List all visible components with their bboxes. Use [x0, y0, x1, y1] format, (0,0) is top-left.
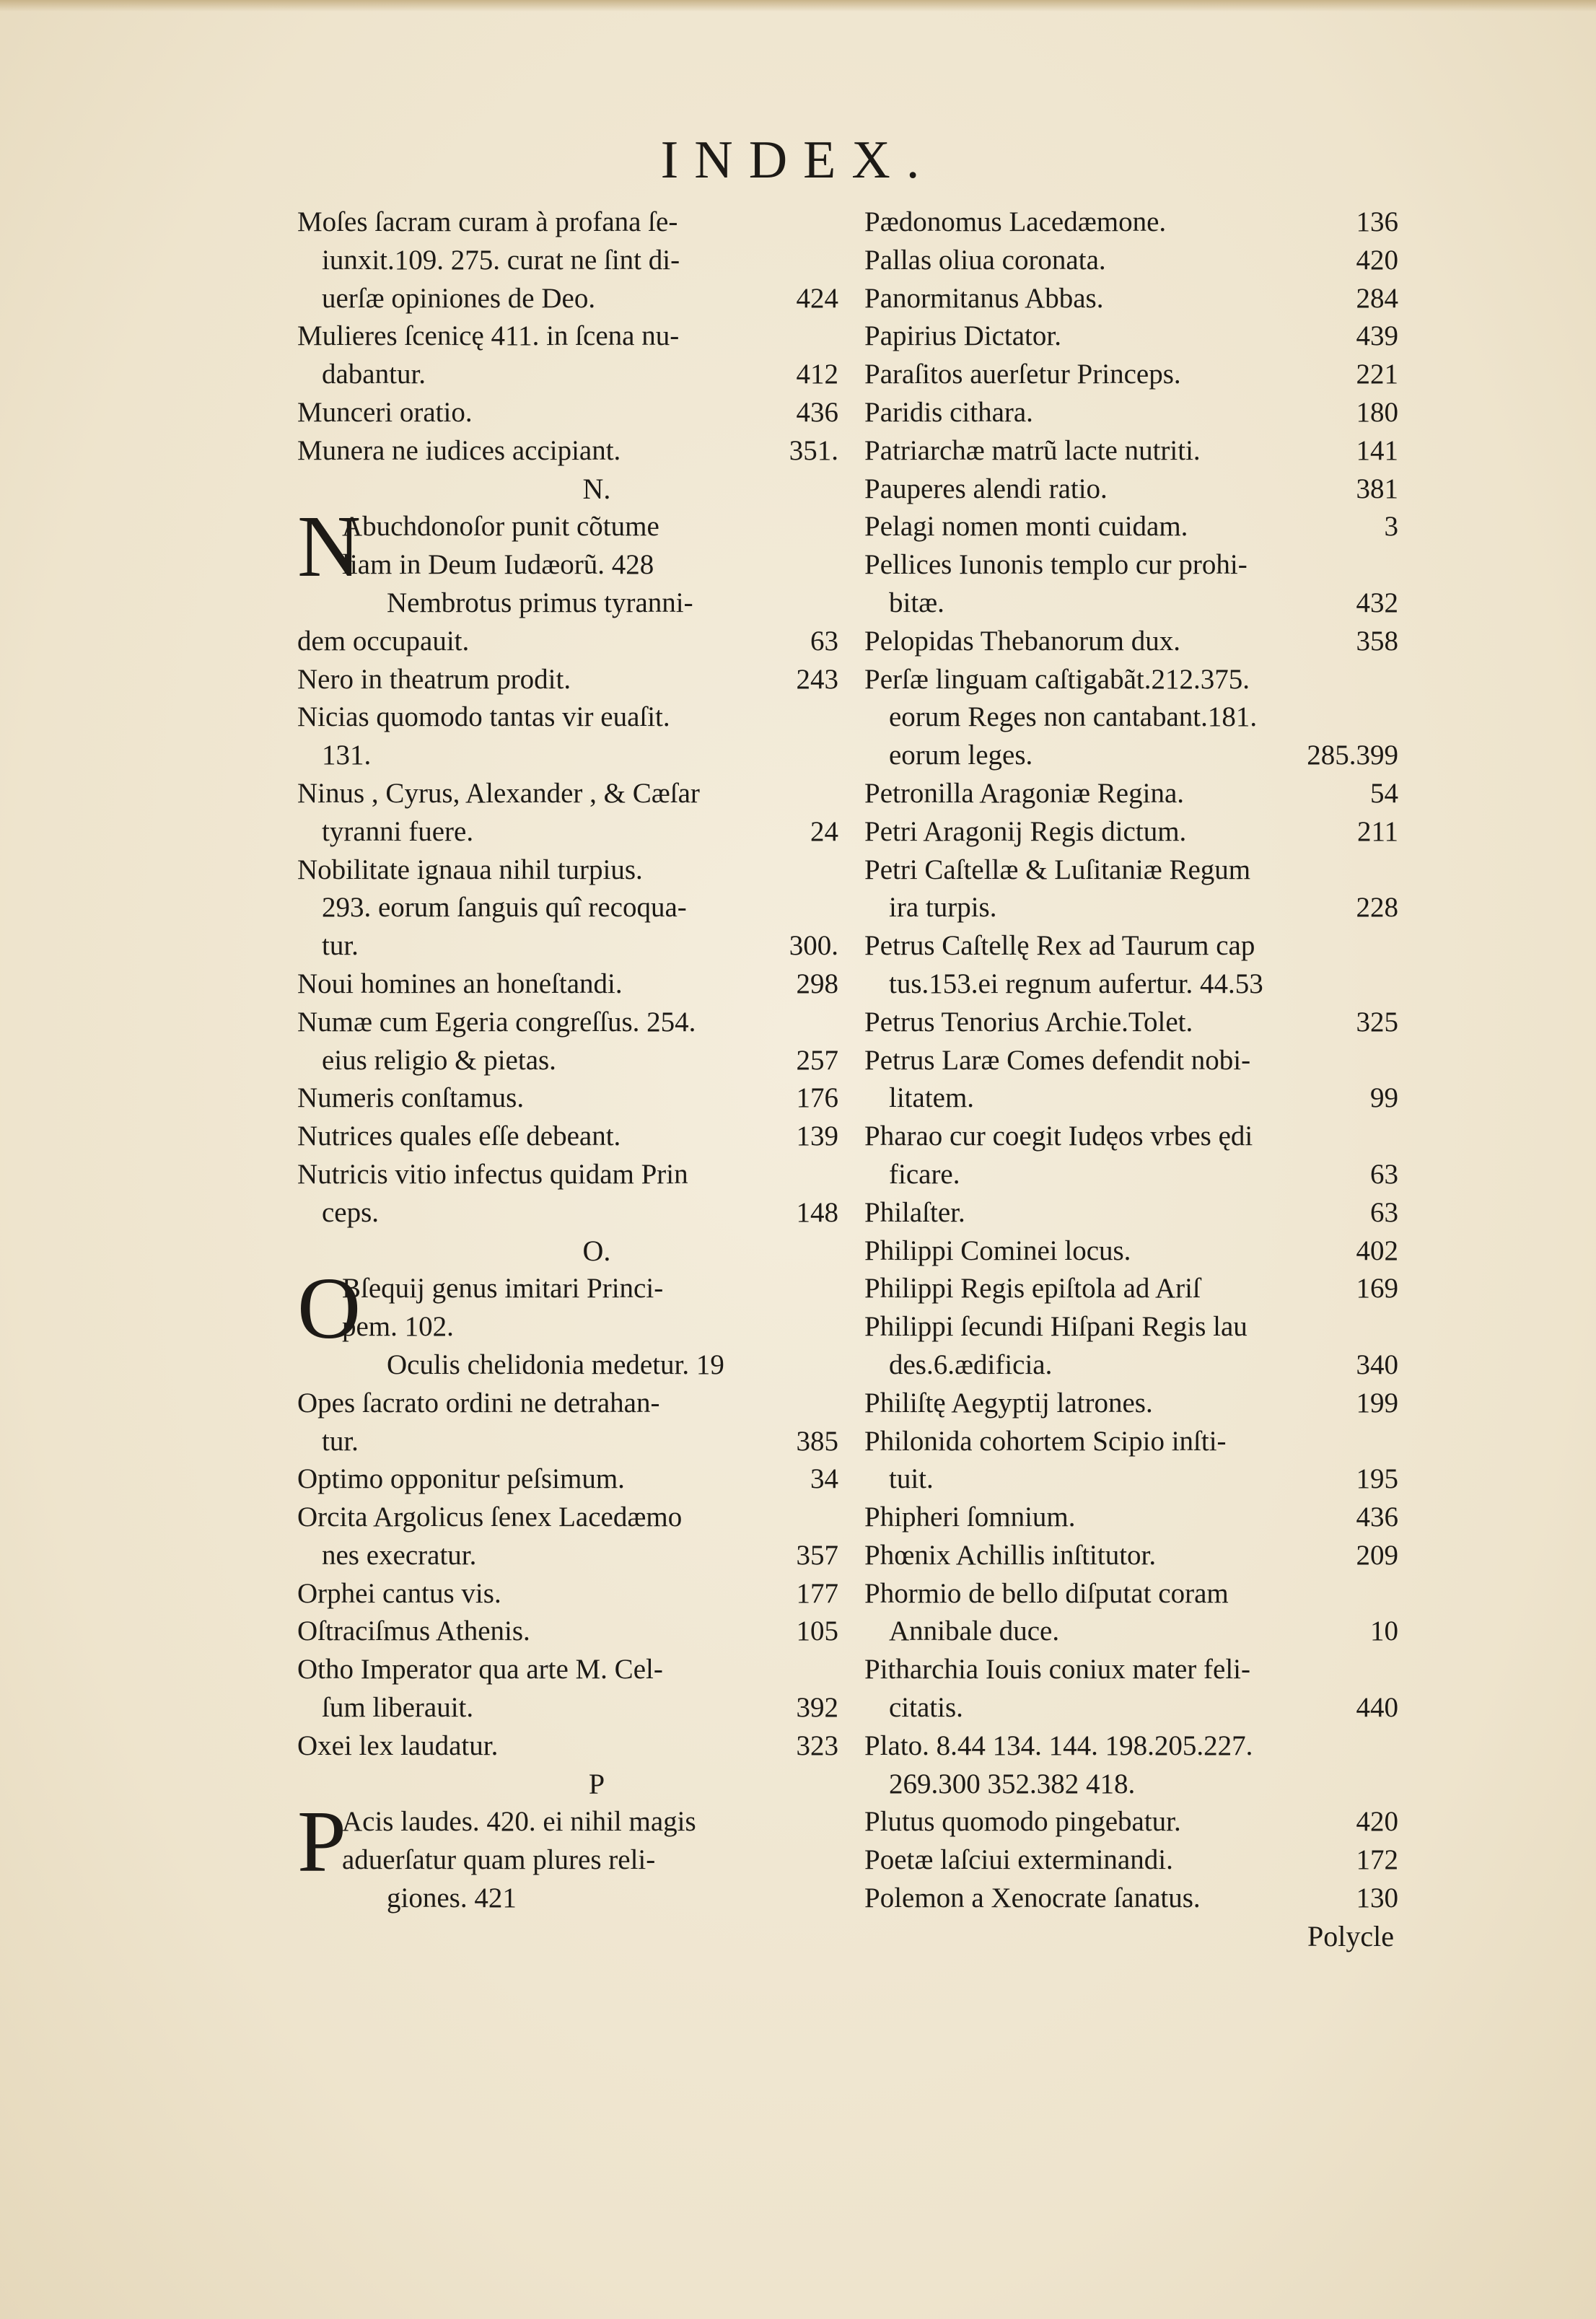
- entry-line: Oxei lex laudatur.: [297, 1730, 499, 1761]
- entry-line: nes execratur.: [322, 1539, 477, 1571]
- page-number: 392: [796, 1692, 838, 1724]
- entry-line: tuit.: [889, 1463, 934, 1495]
- entry-line: Numæ cum Egeria congreſſus. 254.: [297, 1006, 696, 1038]
- entry-line: Philippi Cominei locus.: [864, 1235, 1131, 1266]
- page-title: INDEX.: [660, 131, 936, 190]
- index-entry: [864, 546, 1398, 623]
- index-entry-drop-cap: [297, 1260, 838, 1384]
- entry-line: Pellices Iunonis templo cur prohi-: [864, 549, 1248, 581]
- index-entry: [297, 1385, 838, 1461]
- index-entry: [297, 203, 838, 317]
- page-number: 54: [1370, 777, 1398, 809]
- index-entry: [864, 470, 1398, 509]
- entry-line: dabantur.: [322, 359, 426, 390]
- drop-cap-initial: P: [297, 1793, 346, 1891]
- entry-line: citatis.: [889, 1692, 963, 1724]
- page-number: 228: [1356, 892, 1398, 924]
- entry-line: eius religio & pietas.: [322, 1044, 556, 1076]
- entry-line: Phœnix Achillis inſtitutor.: [864, 1539, 1157, 1571]
- page-number: 285.399: [1307, 740, 1398, 771]
- entry-line: Otho Imperator qua arte M. Cel-: [297, 1654, 663, 1685]
- index-entry: [297, 1613, 838, 1651]
- entry-line: Mulieres ſcenicę 411. in ſcena nu-: [297, 320, 680, 352]
- index-entry: [864, 432, 1398, 470]
- entry-line: Philiſtę Aegyptij latrones.: [864, 1387, 1153, 1419]
- page-number: 420: [1356, 1806, 1398, 1838]
- page-number: 148: [796, 1196, 838, 1228]
- entry-line: des.6.ædificia.: [889, 1349, 1053, 1380]
- page-number: 243: [796, 663, 838, 695]
- index-column-left: [297, 203, 838, 1918]
- index-entry: [864, 317, 1398, 356]
- index-entry: [864, 1232, 1398, 1271]
- page-number: 169: [1356, 1273, 1398, 1305]
- index-entry: [297, 1575, 838, 1613]
- entry-line: Pelagi nomen monti cuidam.: [864, 511, 1188, 543]
- index-entry: [297, 1079, 838, 1118]
- entry-line: Pelopidas Thebanorum dux.: [864, 625, 1180, 657]
- entry-line: ſum liberauit.: [322, 1692, 474, 1724]
- page-number: 105: [796, 1616, 838, 1647]
- page-number: 139: [796, 1121, 838, 1152]
- page-number: 63: [810, 625, 838, 657]
- page-number: 357: [796, 1539, 838, 1571]
- index-entry: [864, 1270, 1398, 1308]
- index-entry: [864, 1803, 1398, 1841]
- entry-line: Petrus Caſtellę Rex ad Taurum cap: [864, 930, 1255, 962]
- entry-line: Petri Caſtellæ & Luſitaniæ Regum: [864, 854, 1251, 885]
- entry-line: Paraſitos auerſetur Princeps.: [864, 359, 1181, 390]
- index-entry: [297, 432, 838, 470]
- index-entry: [864, 1575, 1398, 1652]
- index-entry: [297, 1460, 838, 1499]
- index-entry-drop-cap: [297, 1793, 838, 1917]
- entry-line: tus.153.ei regnum aufertur. 44.53: [889, 968, 1263, 999]
- index-entry: [864, 1194, 1398, 1232]
- entry-line: Nembrotus primus tyranni-: [387, 587, 693, 618]
- page-number: 412: [796, 359, 838, 390]
- entry-line: Orcita Argolicus ſenex Lacedæmo: [297, 1502, 683, 1533]
- page-number: 340: [1356, 1349, 1398, 1380]
- section-letter: N.: [582, 472, 611, 505]
- drop-cap-initial: O: [297, 1260, 361, 1358]
- index-entry: [864, 242, 1398, 280]
- index-entry: [864, 1423, 1398, 1499]
- page-number: 358: [1356, 625, 1398, 657]
- index-entry: [864, 1118, 1398, 1194]
- entry-line: Nutrices quales eſſe debeant.: [297, 1121, 621, 1152]
- entry-body: [297, 1793, 838, 1917]
- entry-line: litatem.: [889, 1082, 975, 1114]
- page-number: 211: [1356, 815, 1398, 847]
- page-number: 385: [796, 1425, 838, 1457]
- entry-line: Philaſter.: [864, 1196, 965, 1228]
- page-number: 439: [1356, 320, 1398, 352]
- index-entry: [864, 1004, 1398, 1042]
- index-entry: [864, 280, 1398, 318]
- index-entry: [864, 1880, 1398, 1918]
- entry-line: Philippi ſecundi Hiſpani Regis lau: [864, 1311, 1248, 1343]
- entry-line: Nero in theatrum prodit.: [297, 663, 571, 695]
- entry-line: iunxit.109. 275. curat ne ſint di-: [322, 244, 680, 276]
- page-number: 381: [1356, 473, 1398, 504]
- page-number: 300.: [789, 930, 838, 962]
- index-entry: [864, 1308, 1398, 1385]
- entry-line: 269.300 352.382 418.: [889, 1768, 1136, 1799]
- page-number: 436: [1356, 1502, 1398, 1533]
- page-number: 440: [1356, 1692, 1398, 1724]
- index-entry: [297, 1118, 838, 1156]
- index-entry: [864, 1727, 1398, 1804]
- page-number: 325: [1356, 1006, 1398, 1038]
- entry-line: Munera ne iudices accipiant.: [297, 434, 621, 466]
- entry-line: giones. 421: [387, 1882, 517, 1914]
- index-entry: [864, 623, 1398, 661]
- entry-line: Petri Aragonij Regis dictum.: [864, 815, 1187, 847]
- page-number: 3: [1384, 511, 1398, 543]
- entry-line: Paridis cithara.: [864, 396, 1033, 428]
- entry-line: ira turpis.: [889, 892, 997, 924]
- entry-line: eorum Reges non cantabant.181.: [889, 701, 1258, 733]
- page-number: 402: [1356, 1235, 1398, 1266]
- entry-line: Pharao cur coegit Iudęos vrbes ędi: [864, 1121, 1253, 1152]
- index-entry: [864, 356, 1398, 394]
- page-number: 34: [810, 1463, 838, 1495]
- index-entry: [864, 927, 1398, 1004]
- index-entry: [297, 851, 838, 965]
- index-entry: [864, 1841, 1398, 1880]
- entry-line: Philonida cohortem Scipio inſti-: [864, 1425, 1227, 1457]
- page-number: 172: [1356, 1844, 1398, 1876]
- entry-line: Numeris conſtamus.: [297, 1082, 525, 1114]
- entry-line: Noui homines an honeſtandi.: [297, 968, 623, 999]
- entry-line: Bſequij genus imitari Princi-: [342, 1273, 664, 1305]
- page-number: 63: [1370, 1158, 1398, 1190]
- page-number: 221: [1356, 359, 1398, 390]
- entry-line: ceps.: [322, 1196, 380, 1228]
- entry-line: Nutricis vitio infectus quidam Prin: [297, 1158, 688, 1190]
- index-entry: [297, 1651, 838, 1727]
- entry-body: [297, 1260, 838, 1384]
- index-entry: [864, 775, 1398, 813]
- index-entry: [864, 851, 1398, 928]
- entry-line: Abuchdonoſor punit cõtume: [342, 511, 659, 543]
- index-entry: [864, 1042, 1398, 1118]
- index-entry-drop-cap: [297, 498, 838, 622]
- entry-line: Panormitanus Abbas.: [864, 282, 1104, 314]
- index-entry: [297, 394, 838, 432]
- entry-line: dem occupauit.: [297, 625, 470, 657]
- index-entry: [297, 1727, 838, 1766]
- entry-line: Petrus Laræ Comes defendit nobi-: [864, 1044, 1251, 1076]
- index-entry: [297, 1499, 838, 1575]
- index-entry: [864, 813, 1398, 851]
- entry-line: Pallas oliua coronata.: [864, 244, 1106, 276]
- page-number: 199: [1356, 1387, 1398, 1419]
- section-letter: P: [588, 1767, 605, 1800]
- page-number: 136: [1356, 206, 1398, 237]
- page-number: 351.: [789, 434, 838, 466]
- drop-cap-initial: N: [297, 498, 361, 596]
- entry-line: Moſes ſacram curam à profana ſe-: [297, 206, 678, 237]
- page-number: 130: [1356, 1882, 1398, 1914]
- entry-line: Plato. 8.44 134. 144. 198.205.227.: [864, 1730, 1253, 1761]
- page-number: 176: [796, 1082, 838, 1114]
- entry-line: Orphei cantus vis.: [297, 1577, 501, 1609]
- index-entry: [297, 1156, 838, 1232]
- page-number: 323: [796, 1730, 838, 1761]
- entry-line: 293. eorum ſanguis quî recoqua-: [322, 892, 687, 924]
- page-number: 432: [1356, 587, 1398, 618]
- index-entry: [864, 1499, 1398, 1537]
- index-column-right: [864, 203, 1398, 1918]
- entry-line: Phipheri ſomnium.: [864, 1502, 1076, 1533]
- page-number: 195: [1356, 1463, 1398, 1495]
- index-entry: [297, 623, 838, 661]
- entry-line: Phormio de bello diſputat coram: [864, 1577, 1229, 1609]
- entry-line: tur.: [322, 930, 359, 962]
- index-entry: [864, 1537, 1398, 1575]
- entry-line: Munceri oratio.: [297, 396, 473, 428]
- entry-line: Plutus quomodo pingebatur.: [864, 1806, 1181, 1838]
- entry-line: pem. 102.: [342, 1311, 454, 1343]
- entry-line: Philippi Regis epiſtola ad Ariſ: [864, 1273, 1201, 1305]
- page-number: 420: [1356, 244, 1398, 276]
- entry-line: tyranni fuere.: [322, 815, 474, 847]
- entry-line: eorum leges.: [889, 740, 1033, 771]
- page-number: 436: [796, 396, 838, 428]
- page-number: 298: [796, 968, 838, 999]
- entry-line: tur.: [322, 1425, 359, 1457]
- entry-line: Acis laudes. 420. ei nihil magis: [342, 1806, 696, 1838]
- entry-line: Pitharchia Iouis coniux mater feli-: [864, 1654, 1250, 1685]
- entry-line: Perſæ linguam caſtigabãt.212.375.: [864, 663, 1250, 695]
- entry-line: Polemon a Xenocrate ſanatus.: [864, 1882, 1201, 1914]
- entry-line: aduerſatur quam plures reli-: [342, 1844, 656, 1876]
- entry-line: ficare.: [889, 1158, 960, 1190]
- index-entry: [297, 317, 838, 394]
- index-entry: [864, 508, 1398, 546]
- entry-line: Opes ſacrato ordini ne detrahan-: [297, 1387, 660, 1419]
- entry-line: Annibale duce.: [889, 1616, 1060, 1647]
- entry-line: Optimo opponitur peſsimum.: [297, 1463, 625, 1495]
- entry-line: Oſtraciſmus Athenis.: [297, 1616, 530, 1647]
- entry-line: Nicias quomodo tantas vir euaſit.: [297, 701, 670, 733]
- entry-line: Oculis chelidonia medetur. 19: [387, 1349, 724, 1380]
- index-entry: [297, 661, 838, 699]
- page-number: 24: [810, 815, 838, 847]
- entry-line: Patriarchæ matrũ lacte nutriti.: [864, 434, 1201, 466]
- entry-line: Poetæ laſciui exterminandi.: [864, 1844, 1173, 1876]
- index-entry: [864, 394, 1398, 432]
- entry-line: Pauperes alendi ratio.: [864, 473, 1108, 504]
- page-number: 424: [796, 282, 838, 314]
- entry-line: Nobilitate ignaua nihil turpius.: [297, 854, 643, 885]
- page-number: 284: [1356, 282, 1398, 314]
- page-number: 257: [796, 1044, 838, 1076]
- index-entry: [864, 1651, 1398, 1727]
- entry-line: 131.: [322, 740, 372, 771]
- page-number: 99: [1370, 1082, 1398, 1114]
- entry-line: Papirius Dictator.: [864, 320, 1061, 352]
- page-number: 180: [1356, 396, 1398, 428]
- index-entry: [864, 1385, 1398, 1423]
- entry-line: Petronilla Aragoniæ Regina.: [864, 777, 1185, 809]
- page-edge-stain: [0, 0, 1596, 12]
- entry-line: bitæ.: [889, 587, 944, 618]
- entry-line: Pædonomus Lacedæmone.: [864, 206, 1167, 237]
- index-entry: [297, 775, 838, 851]
- entry-line: liam in Deum Iudæorũ. 428: [342, 549, 654, 581]
- catchword: Polycle: [1307, 1920, 1394, 1952]
- entry-line: Petrus Tenorius Archie.Tolet.: [864, 1006, 1193, 1038]
- page-number: 63: [1370, 1196, 1398, 1228]
- page-number: 177: [796, 1577, 838, 1609]
- page-number: 209: [1356, 1539, 1398, 1571]
- index-entry: [864, 203, 1398, 242]
- index-entry: [297, 698, 838, 775]
- index-entry: [864, 661, 1398, 775]
- index-entry: [297, 965, 838, 1004]
- page-number: 10: [1370, 1616, 1398, 1647]
- section-letter: O.: [582, 1234, 611, 1267]
- entry-body: [297, 498, 838, 622]
- entry-line: uerſæ opiniones de Deo.: [322, 282, 596, 314]
- page-number: 141: [1356, 434, 1398, 466]
- index-entry: [297, 1004, 838, 1080]
- entry-line: Ninus , Cyrus, Alexander , & Cæſar: [297, 777, 700, 809]
